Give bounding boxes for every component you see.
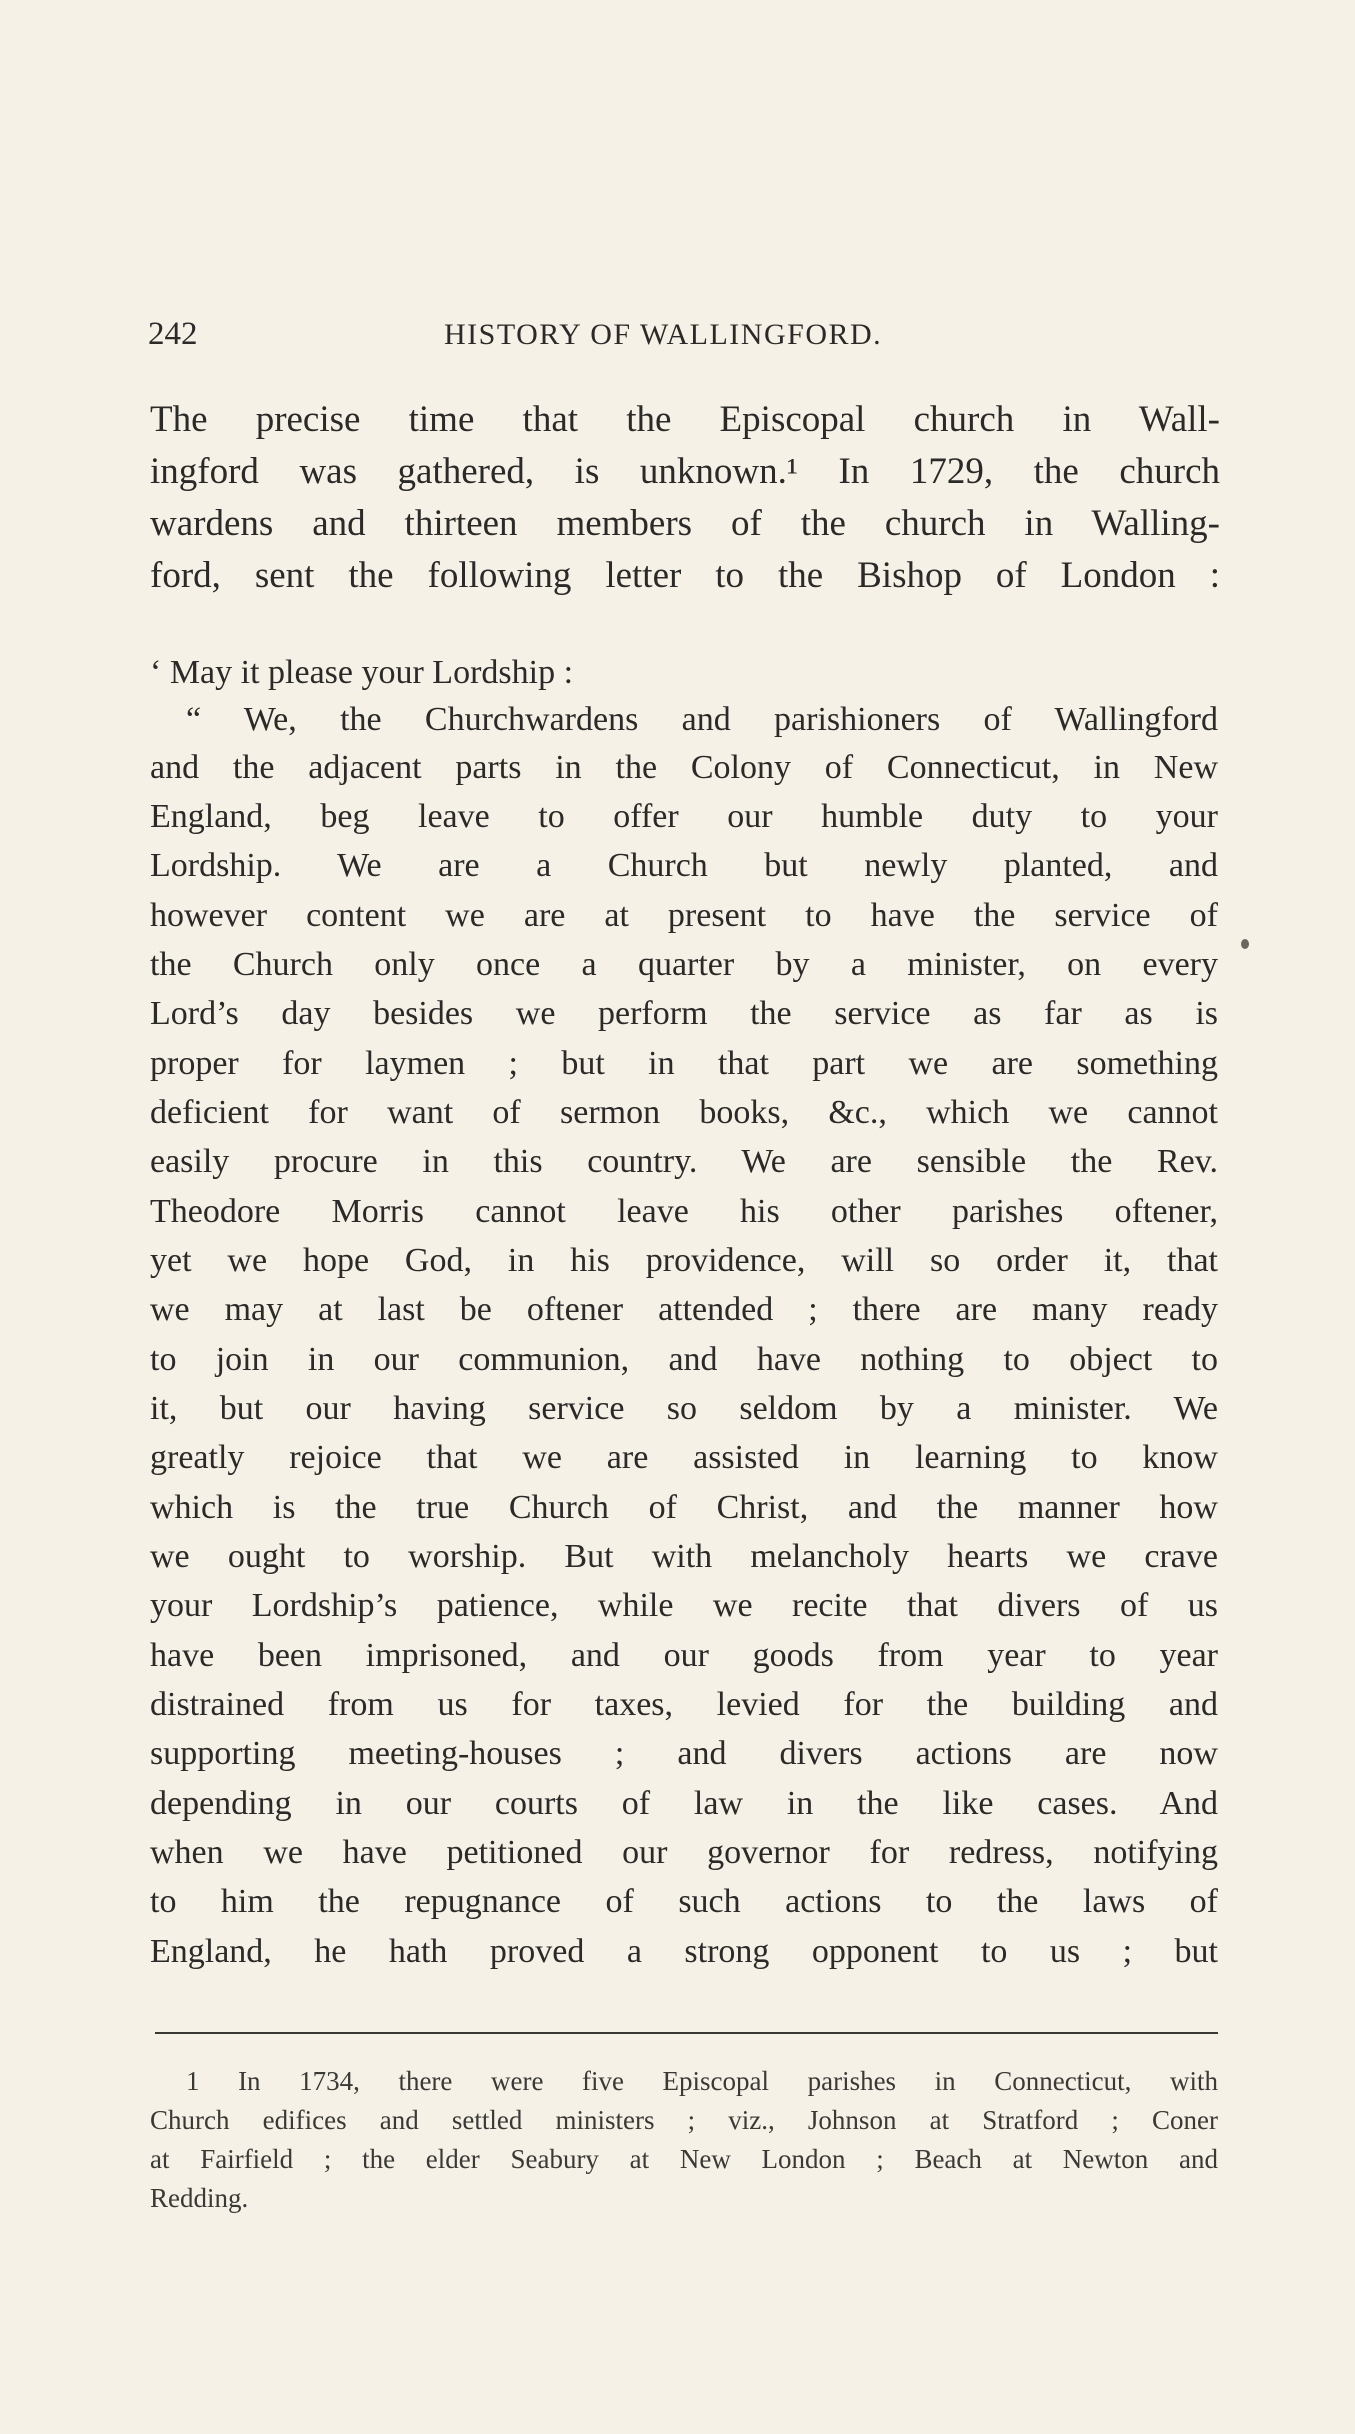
letter-line: proper for laymen ; but in that part we are something (150, 1045, 1218, 1082)
letter-line: have been imprisoned, and our goods from year to year (150, 1637, 1218, 1674)
letter-line: which is the true Church of Christ, and the manner how (150, 1489, 1218, 1526)
letter-line: distrained from us for taxes, levied for the building and (150, 1686, 1218, 1723)
letter-line: greatly rejoice that we are assisted in learning to know (150, 1439, 1218, 1476)
page-number: 242 (148, 316, 198, 352)
intro-line: The precise time that the Episcopal church in Wall- (150, 399, 1220, 440)
ink-speck (1241, 939, 1249, 949)
letter-line: England, beg leave to offer our humble duty to your (150, 798, 1218, 835)
letter-line: to him the repugnance of such actions to the laws of (150, 1883, 1218, 1920)
footnote-line: at Fairfield ; the elder Seabury at New London ; Beach at Newton and (150, 2144, 1218, 2174)
footnote-line: Church edifices and settled ministers ; viz., Johnson at Stratford ; Coner (150, 2105, 1218, 2135)
letter-line: depending in our courts of law in the like cases. And (150, 1785, 1218, 1822)
letter-line: to join in our communion, and have nothing to object to (150, 1341, 1218, 1378)
intro-line: ford, sent the following letter to the Bishop of London : (150, 555, 1220, 596)
letter-line: however content we are at present to have the service of (150, 897, 1218, 934)
footnote-line: 1 In 1734, there were five Episcopal parishes in Connecticut, with (186, 2066, 1218, 2096)
letter-line: we may at last be oftener attended ; there are many ready (150, 1291, 1218, 1328)
letter-line: and the adjacent parts in the Colony of Connecticut, in New (150, 749, 1218, 786)
letter-line: deficient for want of sermon books, &c., which we cannot (150, 1094, 1218, 1131)
letter-line: easily procure in this country. We are sensible the Rev. (150, 1143, 1218, 1180)
footnote-rule (155, 2032, 1218, 2034)
letter-salutation: ‘ May it please your Lordship : (150, 654, 574, 691)
letter-line: it, but our having service so seldom by a minister. We (150, 1390, 1218, 1427)
letter-line: Lordship. We are a Church but newly planted, and (150, 847, 1218, 884)
intro-line: wardens and thirteen members of the church in Walling- (150, 503, 1220, 544)
letter-line: we ought to worship. But with melancholy hearts we crave (150, 1538, 1218, 1575)
letter-line: your Lordship’s patience, while we recite that divers of us (150, 1587, 1218, 1624)
letter-line: yet we hope God, in his providence, will so order it, that (150, 1242, 1218, 1279)
running-title: HISTORY OF WALLINGFORD. (444, 318, 883, 351)
letter-line: Lord’s day besides we perform the service as far as is (150, 995, 1218, 1032)
letter-line: the Church only once a quarter by a minister, on every (150, 946, 1218, 983)
letter-line: England, he hath proved a strong opponent to us ; but (150, 1933, 1218, 1970)
letter-line: Theodore Morris cannot leave his other parishes oftener, (150, 1193, 1218, 1230)
running-head (148, 316, 1218, 366)
letter-line: “ We, the Churchwardens and parishioners of Wallingford (186, 701, 1218, 738)
letter-line: supporting meeting-houses ; and divers actions are now (150, 1735, 1218, 1772)
letter-line: when we have petitioned our governor for redress, notifying (150, 1834, 1218, 1871)
footnote-line: Redding. (150, 2183, 249, 2213)
intro-line: ingford was gathered, is unknown.¹ In 1729, the church (150, 451, 1220, 492)
